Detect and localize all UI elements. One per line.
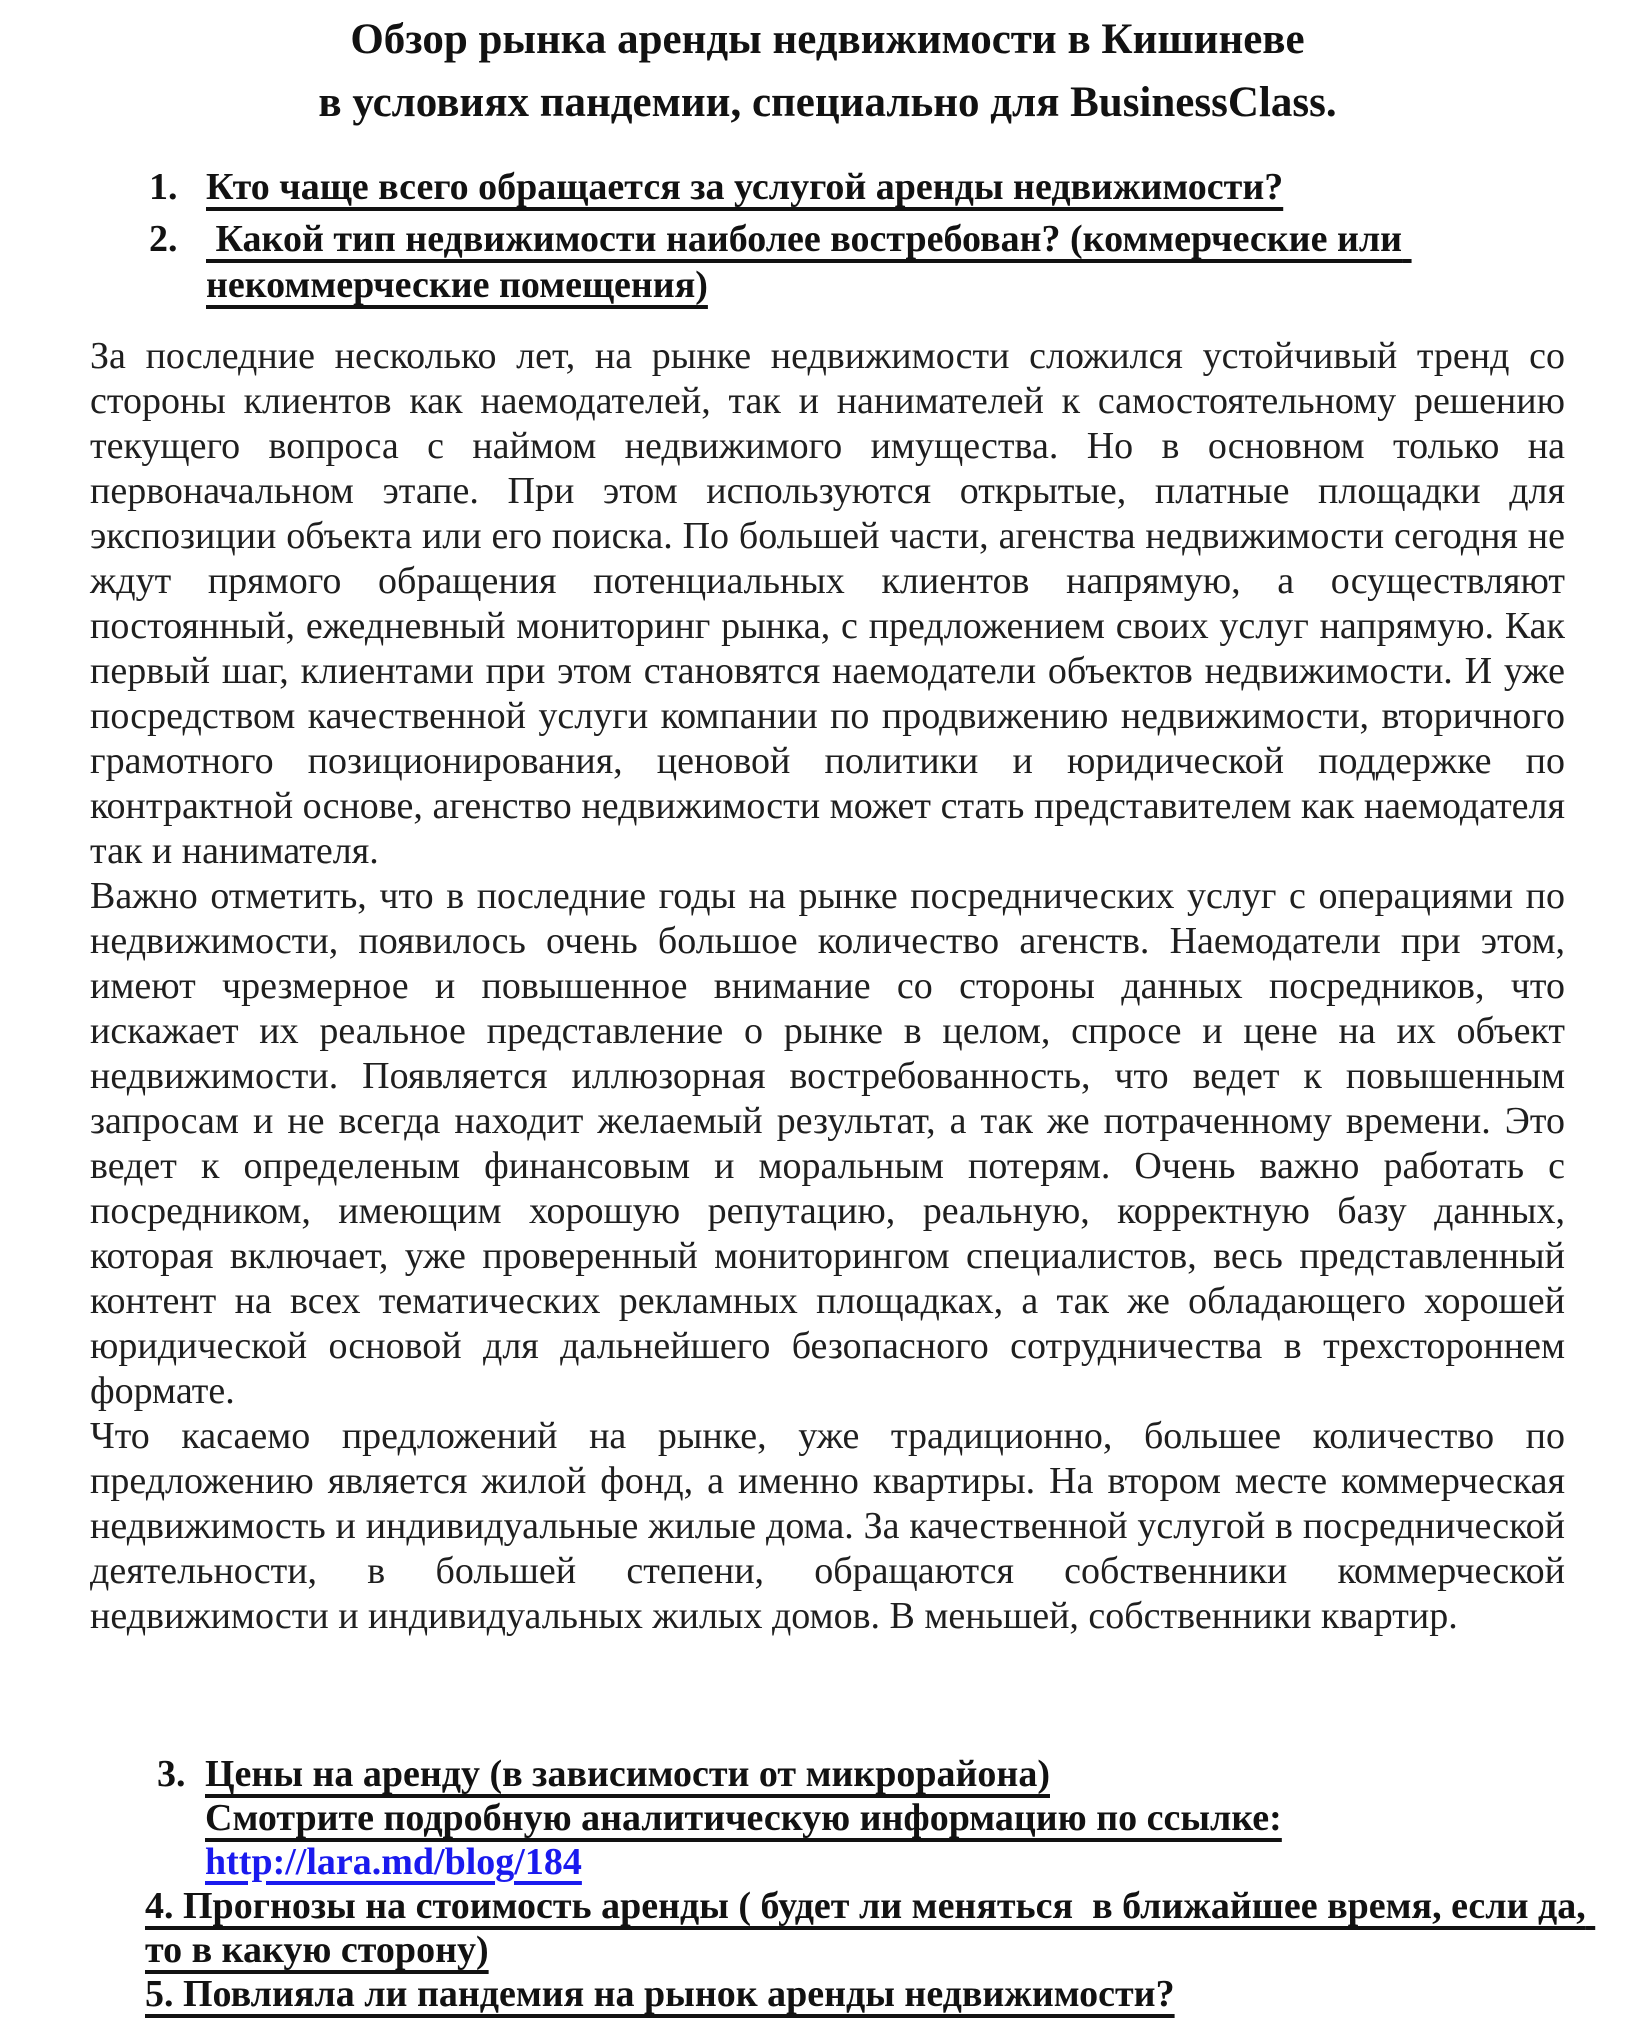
question-label-2: Какой тип недвижимости наиболее востребован? (коммерческие или некоммерческие помещения) xyxy=(206,218,1412,306)
question-number-2: 2. xyxy=(149,218,178,260)
body-paragraph-2: Важно отметить, что в последние годы на рынке посреднических услуг с операциями по недвижимости, появилось очень большое количество агенств. Наемодатели при этом, имеют чрезмерное и повышенное внимание со стороны данных посредников, что искажает их реальное представление о рынке в целом, спросе и цене на их объект недвижимости. Появляется иллюзорная востребованность, что ведет к повышенным запросам и не всегда находит желаемый результат, а так же потраченному времени. Это ведет к определеным финансовым и моральным потерям. Очень важно работать с посредником, имеющим хорошую репутацию, реальную, корректную базу данных, которая включает, уже проверенный мониторингом специалистов, весь представленный контент на всех тематических рекламных площадках, а так же обладающего хорошей юридической основой для дальнейшего безопасного сотрудничества в трехстороннем формате. xyxy=(90,875,1565,1412)
question-item-5: 5. Повлияла ли пандемия на рынок аренды недвижимости? xyxy=(145,1973,1175,2015)
top-question-list xyxy=(90,164,1565,308)
title-line-1: Обзор рынка аренды недвижимости в Кишиневе xyxy=(350,16,1305,63)
blog-link[interactable]: http://lara.md/blog/184 xyxy=(205,1841,582,1883)
question-number-1: 1. xyxy=(149,166,178,208)
question-label-3: Цены на аренду (в зависимости от микрорайона) xyxy=(205,1753,1050,1795)
question-item-3 xyxy=(90,1752,1637,1884)
question-label-1: Кто чаще всего обращается за услугой аренды недвижимости? xyxy=(206,166,1284,208)
article-body xyxy=(90,334,1565,1639)
body-paragraph-3: Что касаемо предложений на рынке, уже традиционно, большее количество по предложению является жилой фонд, а именно квартиры. На втором месте коммерческая недвижимость и индивидуальные жилые дома. За качественной услугой в посреднической деятельности, в большей степени, обращаются собственники коммерческой недвижимости и индивидуальных жилых домов. В меньшей, собственники квартир. xyxy=(90,1415,1565,1637)
question-item-4: 4. Прогнозы на стоимость аренды ( будет ли меняться в ближайшее время, если да, то в какую сторону) xyxy=(145,1885,1596,1971)
body-paragraph-1: За последние несколько лет, на рынке недвижимости сложился устойчивый тренд со стороны клиентов как наемодателей, так и нанимателей к самостоятельному решению текущего вопроса с наймом недвижимого имущества. Но в основном только на первоначальном этапе. При этом используются открытые, платные площадки для экспозиции объекта или его поиска. По большей части, агенства недвижимости сегодня не ждут прямого обращения потенциальных клиентов напрямую, а осуществляют постоянный, ежедневный мониторинг рынка, с предложением своих услуг напрямую. Как первый шаг, клиентами при этом становятся наемодатели объектов недвижимости. И уже посредством качественной услуги компании по продвижению недвижимости, вторичного грамотного позиционирования, ценовой политики и юридической поддержке по контрактной основе, агенство недвижимости может стать представителем как наемодателя так и нанимателя. xyxy=(90,335,1565,872)
question-item-2 xyxy=(90,216,1565,308)
question-item-1 xyxy=(90,164,1565,210)
bottom-question-list xyxy=(90,1752,1637,2016)
question-3-content xyxy=(205,1752,1282,1884)
question-3-link-line xyxy=(205,1840,1282,1884)
question-number-3: 3. xyxy=(157,1753,186,1795)
title-line-2: в условиях пандемии, специально для BusinessClass. xyxy=(318,79,1337,126)
question-3-subheading: Смотрите подробную аналитическую информацию по ссылке: xyxy=(205,1797,1282,1839)
document-title xyxy=(90,8,1565,134)
